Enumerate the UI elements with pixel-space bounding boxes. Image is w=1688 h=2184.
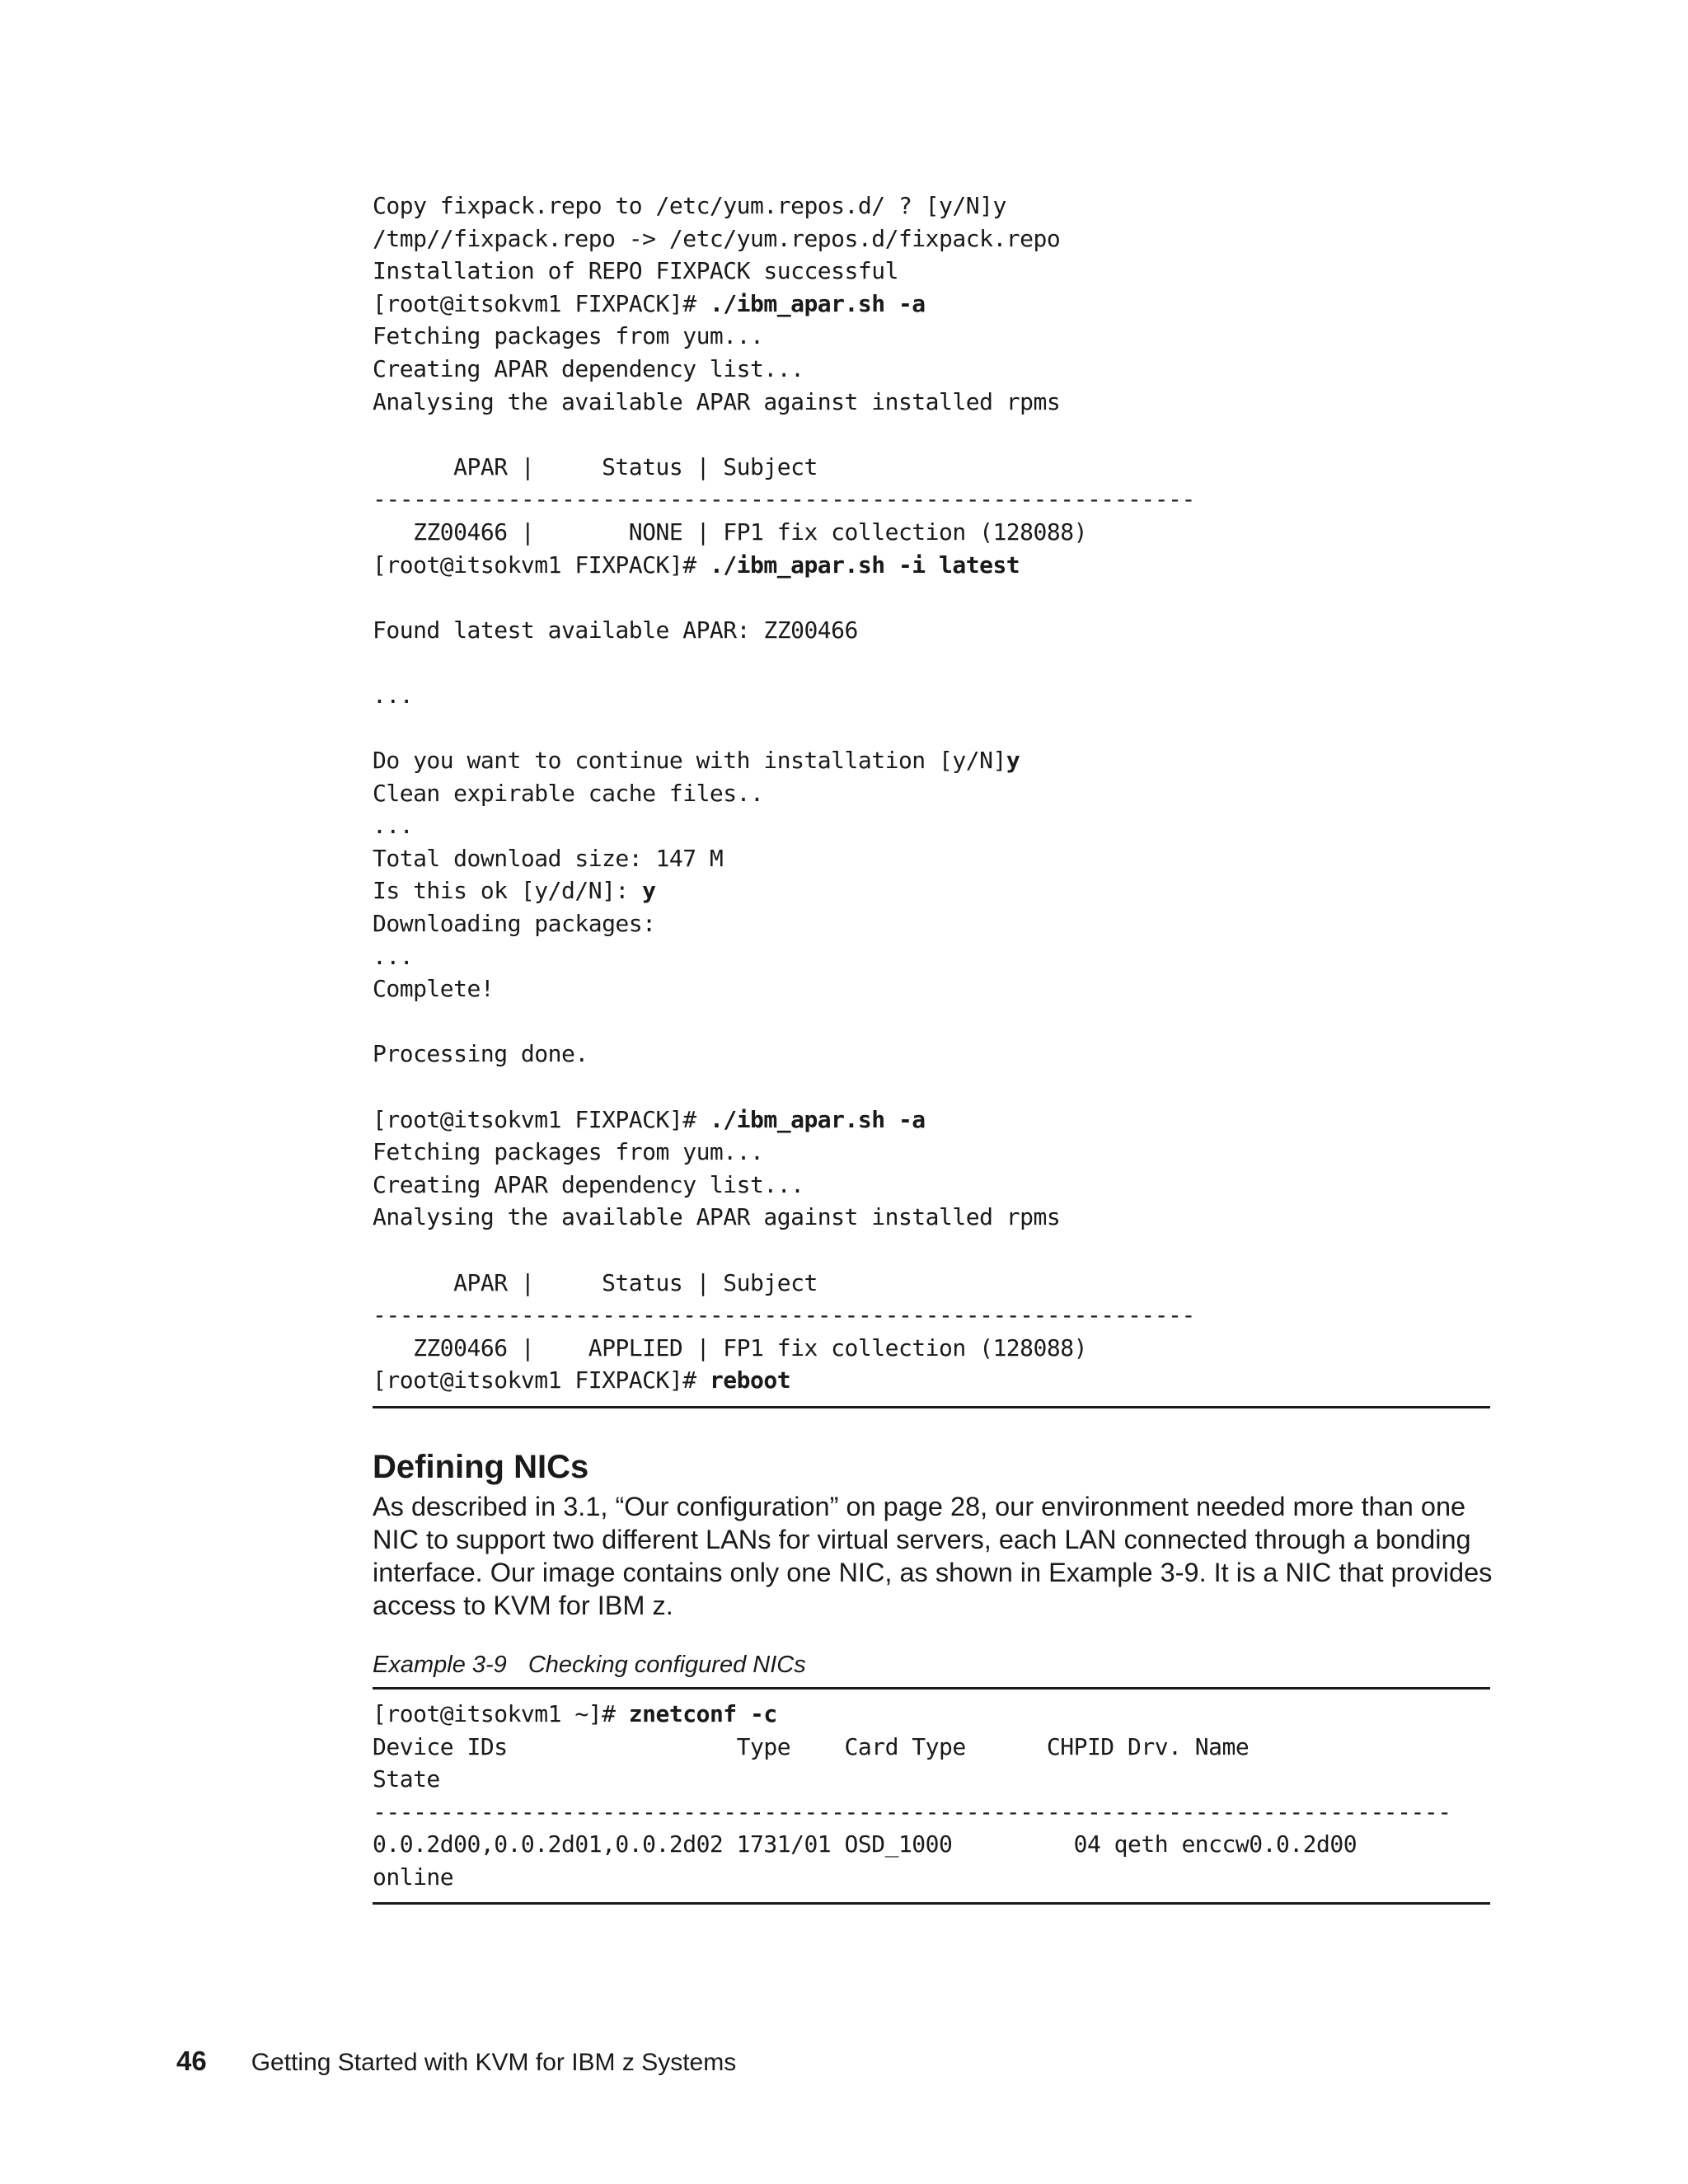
page-footer [176, 2046, 736, 2078]
code-text: Device IDs Type Card Type CHPID Drv. Name [373, 1732, 1250, 1760]
code-line [373, 483, 1490, 516]
code-text: Found latest available APAR: ZZ00466 [373, 616, 858, 644]
code-line [373, 646, 1490, 679]
code-text: Clean expirable cache files.. [373, 779, 764, 807]
code-text: Creating APAR dependency list... [373, 1170, 804, 1198]
code-text: Complete! [373, 975, 495, 1003]
code-line [373, 679, 1490, 712]
code-block-apar-install [373, 190, 1490, 1397]
code-text: ... [373, 942, 414, 970]
code-line [373, 255, 1490, 288]
code-text: Fetching packages from yum... [373, 322, 764, 350]
code-line [373, 1136, 1490, 1169]
code-line [373, 614, 1490, 647]
code-line [373, 972, 1490, 1005]
code-line [373, 223, 1490, 255]
code-line [373, 1071, 1490, 1104]
code-line [373, 1234, 1490, 1267]
code-text: Installation of REPO FIXPACK successful [373, 257, 898, 285]
code-command: ./ibm_apar.sh -a [709, 1105, 926, 1133]
code-text: [root@itsokvm1 FIXPACK]# [373, 1366, 710, 1394]
code-line [373, 1038, 1490, 1071]
code-text: Copy fixpack.repo to /etc/yum.repos.d/ ? [y/N]y [373, 192, 1006, 219]
code-text: /tmp//fixpack.repo -> /etc/yum.repos.d/fixpack.repo [373, 224, 1061, 252]
code-line [373, 1332, 1490, 1365]
code-line [373, 386, 1490, 419]
section-paragraph: As described in 3.1, “Our configuration” on page 28, our environment needed more than one NIC to support two different LANs for virtual servers, each LAN connected through a bonding interface. Our image contains only one NIC, as shown in Example 3-9. It is a NIC that provides access to KVM for IBM z. [373, 1492, 1493, 1620]
code-line [373, 874, 1490, 907]
code-text: ZZ00466 | NONE | FP1 fix collection (128088) [373, 518, 1087, 546]
code-text: [root@itsokvm1 ~]# [373, 1700, 629, 1727]
code-text: Total download size: 147 M [373, 844, 724, 872]
example-top-rule [373, 1687, 1490, 1690]
code-text: online [373, 1863, 454, 1891]
code-line [373, 1364, 1490, 1397]
code-line [373, 549, 1490, 582]
code-command: ./ibm_apar.sh -a [709, 289, 926, 317]
code-text: APAR | Status | Subject [373, 452, 818, 480]
code-block-znetconf [373, 1698, 1490, 1894]
code-line [373, 418, 1490, 451]
code-command: znetconf -c [628, 1700, 777, 1727]
code-line [373, 842, 1490, 875]
code-text: Downloading packages: [373, 910, 656, 938]
code-line [373, 1169, 1490, 1202]
code-line [373, 1201, 1490, 1234]
code-text: Creating APAR dependency list... [373, 354, 804, 382]
code-text: Do you want to continue with installation [y/N] [373, 747, 1006, 775]
code-text: ... [373, 812, 414, 840]
code-line [373, 1796, 1490, 1829]
example-title: Checking configured NICs [528, 1652, 806, 1678]
book-title: Getting Started with KVM for IBM z Systems [251, 2049, 737, 2076]
code-line [373, 907, 1490, 940]
code-block-bottom-rule [373, 1406, 1490, 1408]
code-line [373, 777, 1490, 810]
code-line [373, 744, 1490, 777]
code-command: reboot [709, 1366, 791, 1394]
code-line [373, 320, 1490, 353]
code-line [373, 712, 1490, 745]
code-text: APAR | Status | Subject [373, 1268, 818, 1296]
code-text: Is this ok [y/d/N]: [373, 877, 643, 905]
code-text: ------------------------------------------------------------- [373, 1301, 1195, 1329]
code-text: [root@itsokvm1 FIXPACK]# [373, 1105, 710, 1133]
page-number: 46 [176, 2046, 207, 2076]
code-text: ZZ00466 | APPLIED | FP1 fix collection (128088) [373, 1333, 1087, 1361]
example-caption [373, 1650, 806, 1680]
code-text: Analysing the available APAR against installed rpms [373, 387, 1061, 415]
code-command: ./ibm_apar.sh -i latest [709, 551, 1020, 579]
code-line [373, 1005, 1490, 1038]
code-line [373, 1731, 1490, 1764]
code-text: ... [373, 681, 414, 709]
code-command: y [642, 877, 656, 905]
code-line [373, 1861, 1490, 1894]
code-text: Analysing the available APAR against installed rpms [373, 1203, 1061, 1231]
code-text: ------------------------------------------------------------- [373, 485, 1195, 513]
code-line [373, 190, 1490, 223]
code-text: 0.0.2d00,0.0.2d01,0.0.2d02 1731/01 OSD_1000 04 qeth enccw0.0.2d00 [373, 1830, 1357, 1858]
code-text: -------------------------------------------------------------------------------- [373, 1797, 1451, 1825]
code-line [373, 1299, 1490, 1332]
code-line [373, 1104, 1490, 1137]
code-line [373, 516, 1490, 549]
code-line [373, 809, 1490, 842]
code-text: [root@itsokvm1 FIXPACK]# [373, 289, 710, 317]
code-line [373, 940, 1490, 973]
code-line [373, 1698, 1490, 1731]
code-line [373, 1267, 1490, 1300]
code-text: State [373, 1765, 440, 1793]
code-line [373, 1763, 1490, 1796]
code-line [373, 353, 1490, 386]
code-command: y [1006, 747, 1020, 775]
code-text: Processing done. [373, 1040, 588, 1068]
code-line [373, 1828, 1490, 1861]
code-text: [root@itsokvm1 FIXPACK]# [373, 551, 710, 579]
code-text: Fetching packages from yum... [373, 1138, 764, 1166]
code-line [373, 581, 1490, 614]
example-number: Example 3-9 [373, 1652, 507, 1678]
example-bottom-rule [373, 1902, 1490, 1905]
section-heading: Defining NICs [373, 1449, 589, 1485]
code-line [373, 288, 1490, 321]
code-line [373, 451, 1490, 484]
